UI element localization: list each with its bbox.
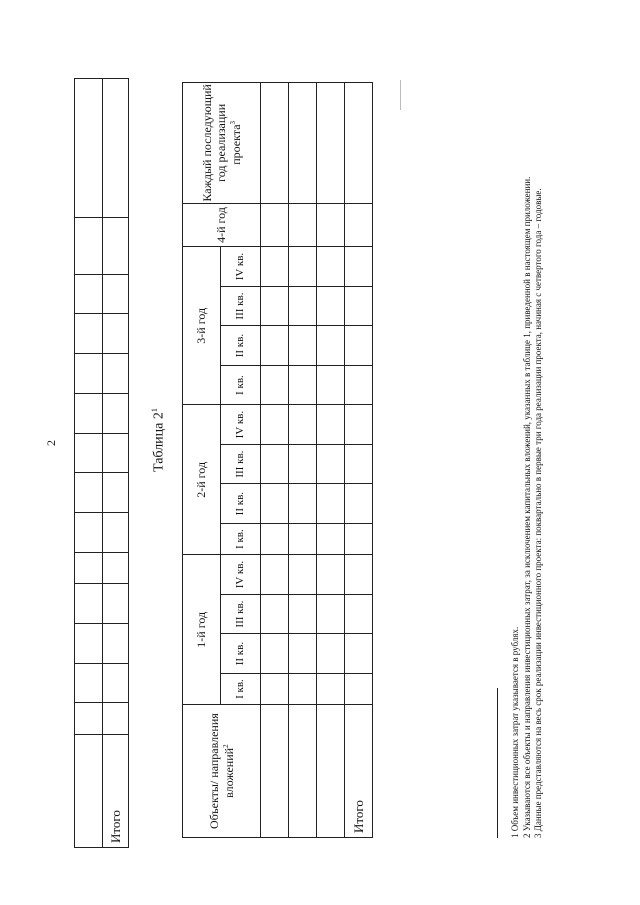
q2-y3: II кв. [221,326,261,366]
footnote-2: 2 Указываются все объекты и направления инвестиционных затрат, за исключением капитальных вложений, указанных в таблице 1, приведенной в настоящем приложении. [521,176,532,838]
table-row [261,83,289,838]
top-table [74,78,129,848]
total-label: Итого [345,705,373,838]
objects-header: Объекты/ направления вложений$^2$ [183,705,261,838]
q4-y3: IV кв. [221,247,261,287]
q4-y1: IV кв. [221,555,261,595]
footnote-3: 3 Данные представляются на весь срок реализации инвестиционного проекта: поквартально в первые три года реализации проекта, начиная с четвертого года – годовые. [533,188,544,838]
q2-y1: II кв. [221,634,261,674]
q3-y1: III кв. [221,594,261,634]
table-row [317,83,345,838]
q3-y2: III кв. [221,444,261,484]
q1-y3: I кв. [221,365,261,405]
q4-y2: IV кв. [221,405,261,445]
each-next-year-header: Каждый последующий год реализации проекта$^3$ [183,83,261,204]
q1-y1: I кв. [221,673,261,704]
year-1-header: 1-й год [183,555,221,705]
table-caption: Таблица $2^1$ [150,408,167,472]
footnote-1: 1 Объем инвестиционных затрат указывается в рублях. [510,626,520,838]
q1-y2: I кв. [221,523,261,554]
q3-y3: III кв. [221,286,261,326]
year-2-header: 2-й год [183,405,221,555]
top-total-label: Итого [103,734,129,847]
year-3-header: 3-й год [183,247,221,405]
table-row [345,83,373,838]
footnotes [510,48,545,838]
investment-table [182,82,373,838]
q2-y2: II кв. [221,484,261,524]
scan-mark [400,80,401,110]
page-number: 2 [44,440,58,446]
footnote-rule [497,688,498,838]
year-4-header: 4-й год [183,203,261,247]
table-row [289,83,317,838]
